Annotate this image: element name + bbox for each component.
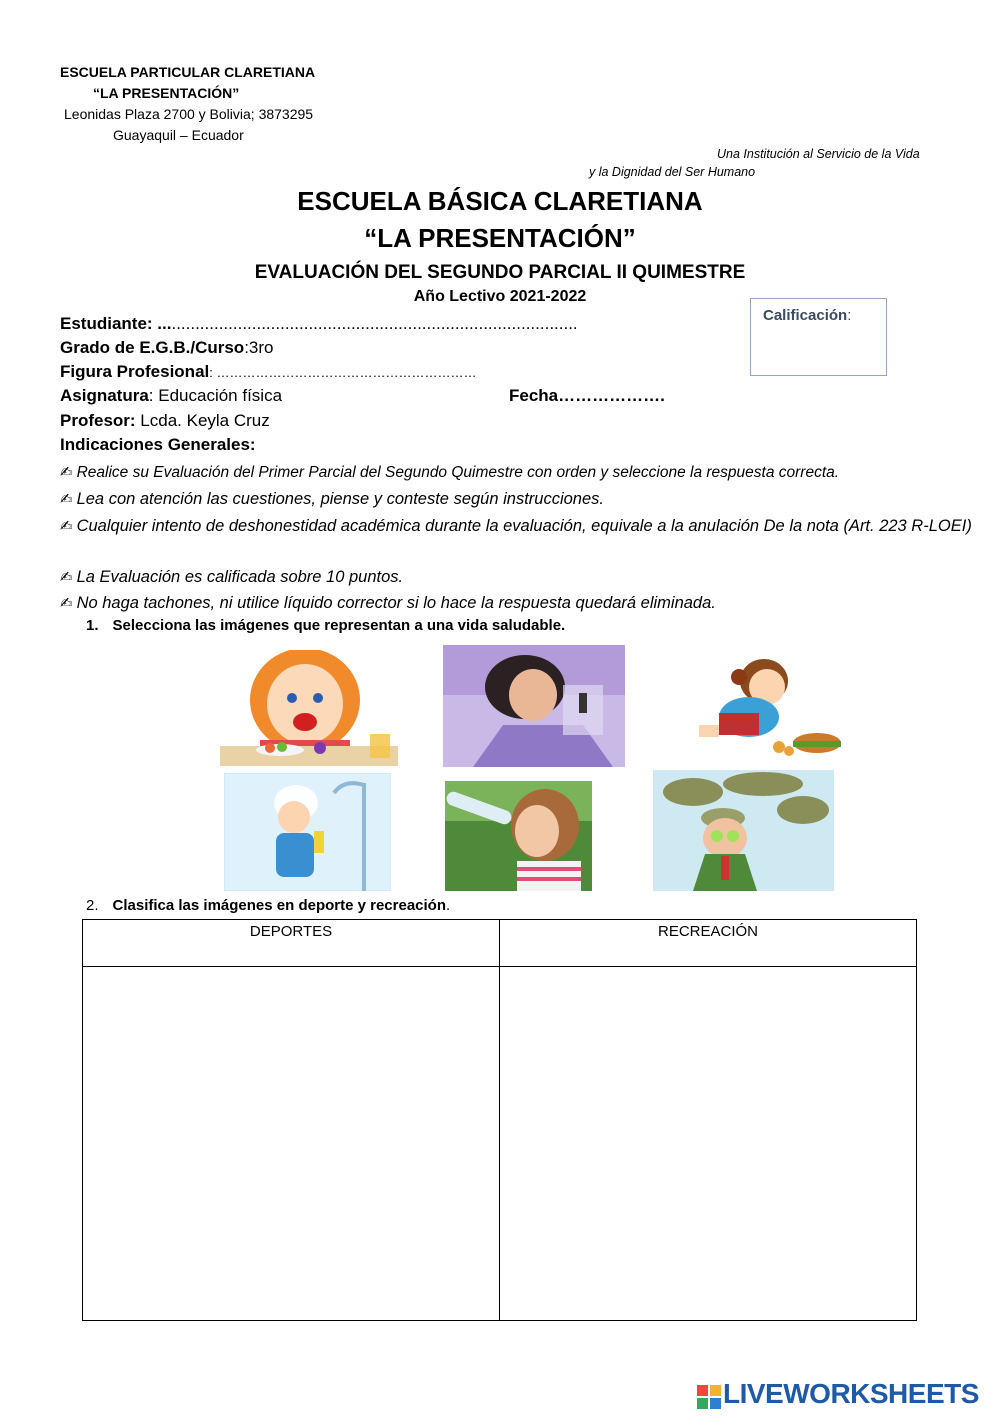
- school-name: “LA PRESENTACIÓN”: [93, 85, 240, 101]
- instruction-item: ✍ No haga tachones, ni utilice líquido corrector si lo hace la respuesta quedará eliminada.: [60, 594, 716, 612]
- student-field[interactable]: Estudiante: .........................................................................................: [60, 314, 578, 333]
- teacher-field: Profesor: Lcda. Keyla Cruz: [60, 411, 270, 430]
- date-field[interactable]: Fecha……………….: [509, 386, 665, 405]
- sub-title: “LA PRESENTACIÓN”: [364, 223, 636, 253]
- instructions-heading: Indicaciones Generales:: [60, 435, 256, 454]
- pencil-icon: ✍: [60, 569, 73, 586]
- question-2: 2. Clasifica las imágenes en deporte y recreación.: [86, 897, 451, 914]
- grade-box[interactable]: [750, 298, 887, 376]
- deportes-dropzone[interactable]: [83, 967, 500, 1321]
- deportes-header: DEPORTES: [83, 920, 500, 967]
- exam-title: EVALUACIÓN DEL SEGUNDO PARCIAL II QUIMESTRE: [254, 262, 746, 283]
- grade-field: Grado de E.G.B./Curso:3ro: [60, 338, 274, 357]
- girl-on-phone-image[interactable]: [443, 645, 625, 767]
- pencil-icon: ✍: [60, 464, 73, 481]
- liveworksheets-logo: LIVEWORKSHEETS: [697, 1378, 979, 1410]
- boy-junk-food-image[interactable]: [679, 655, 844, 761]
- instruction-item: ✍ Realice su Evaluación del Primer Parcial del Segundo Quimestre con orden y seleccione la respuesta correcta.: [60, 464, 840, 481]
- pencil-icon: ✍: [60, 491, 73, 508]
- school-year: Año Lectivo 2021-2022: [413, 288, 587, 305]
- pencil-icon: ✍: [60, 595, 73, 612]
- instruction-item: ✍ Lea con atención las cuestiones, piense y conteste según instrucciones.: [60, 490, 604, 508]
- profile-field[interactable]: Figura Profesional: ……………………………………………………: [60, 362, 477, 381]
- motto-line-1: Una Institución al Servicio de la Vida: [717, 147, 920, 161]
- man-bad-smell-image[interactable]: [653, 770, 834, 891]
- recreacion-header: RECREACIÓN: [500, 920, 917, 967]
- pencil-icon: ✍: [60, 518, 73, 535]
- girl-drinking-water-image[interactable]: [445, 781, 592, 891]
- school-address: Leonidas Plaza 2700 y Bolivia; 3873295: [64, 106, 314, 122]
- instruction-item: ✍ Cualquier intento de deshonestidad académica durante la evaluación, equivale a la anulación De la nota (Art. 223 R-LOEI): [60, 517, 972, 535]
- school-header: [60, 62, 315, 146]
- recreacion-dropzone[interactable]: [500, 967, 917, 1321]
- school-line: ESCUELA PARTICULAR CLARETIANA: [60, 64, 316, 80]
- liveworksheets-logo-icon: [697, 1384, 721, 1408]
- girl-eating-image[interactable]: [220, 650, 398, 766]
- school-city: Guayaquil – Ecuador: [113, 127, 244, 143]
- grade-label: Calificación:: [763, 307, 852, 324]
- girl-shower-image[interactable]: [224, 773, 391, 891]
- motto-line-2: y la Dignidad del Ser Humano: [589, 165, 756, 179]
- main-title: ESCUELA BÁSICA CLARETIANA: [297, 186, 703, 216]
- classification-table: [82, 919, 917, 1321]
- instruction-item: ✍ La Evaluación es calificada sobre 10 puntos.: [60, 568, 404, 586]
- question-1: 1. Selecciona las imágenes que representan a una vida saludable.: [86, 617, 566, 634]
- subject-field: Asignatura: Educación física: [60, 386, 283, 405]
